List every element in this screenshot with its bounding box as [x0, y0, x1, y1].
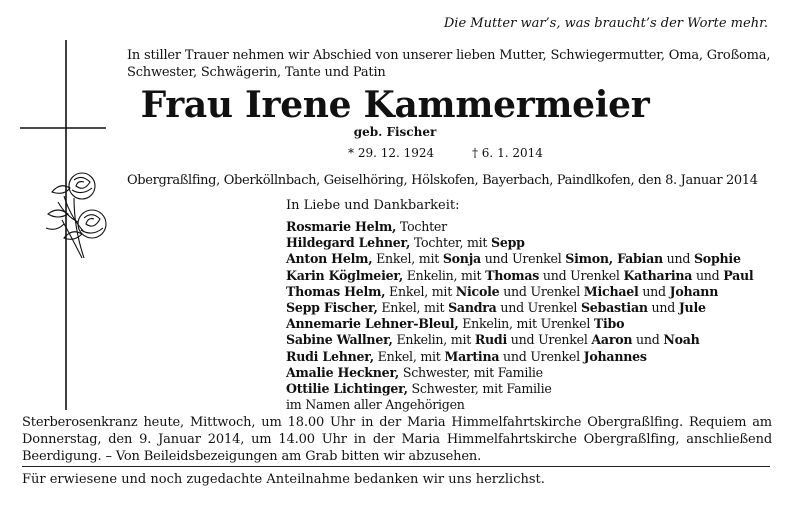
mourner-text: und	[638, 283, 670, 299]
mourner-name: Tibo	[593, 316, 625, 332]
mourner-line	[286, 284, 753, 300]
mourner-line	[286, 397, 753, 413]
mourner-line	[286, 316, 753, 332]
mourner-name: Anton Helm,	[286, 251, 373, 267]
mourner-text: Enkel, mit	[372, 251, 443, 267]
mourner-line	[286, 349, 753, 365]
mourner-text: und Urenkel	[507, 332, 592, 348]
mourner-line	[286, 381, 753, 397]
mourner-text: und Urenkel	[496, 300, 581, 316]
mourner-text: und Urenkel	[499, 283, 584, 299]
mourner-text: Schwester, mit Familie	[399, 364, 543, 380]
mourner-text: Enkelin, mit Urenkel	[458, 316, 594, 332]
mourner-name: Thomas	[485, 267, 540, 283]
mourner-line	[286, 219, 753, 235]
mourner-name: Sandra	[448, 300, 497, 316]
mourner-text: und	[647, 300, 679, 316]
mourner-name: Aaron	[591, 332, 633, 348]
mourner-line	[286, 332, 753, 348]
mourner-text: und	[662, 251, 694, 267]
mourner-name: Katharina	[623, 267, 693, 283]
birth-name: geb. Fischer	[353, 125, 437, 139]
mourner-name: Hildegard Lehner,	[286, 235, 411, 251]
mourner-text: und Urenkel	[499, 348, 584, 364]
motto: Die Mutter war’s, was braucht’s der Worte mehr.	[443, 16, 768, 31]
mourner-name: Thomas Helm,	[286, 283, 386, 299]
mourner-text: Tochter, mit	[410, 235, 491, 251]
mourner-name: Sophie	[693, 251, 741, 267]
mourner-text: Enkel, mit	[373, 348, 445, 364]
mourner-name: Rudi	[474, 332, 508, 348]
life-dates	[348, 146, 543, 160]
mourner-text: Enkel, mit	[385, 283, 456, 299]
roses-icon	[34, 168, 114, 268]
mourner-line	[286, 235, 753, 251]
mourner-name: Sepp	[491, 235, 525, 251]
mourner-text: Tochter	[396, 219, 447, 234]
closing-text: Für erwiesene und noch zugedachte Anteilnahme bedanken wir uns herzlichst.	[22, 472, 545, 487]
divider	[22, 466, 770, 467]
mourner-name: Sepp Fischer,	[286, 300, 378, 316]
mourner-name: Amalie Heckner,	[286, 364, 400, 380]
mourner-name: Karin Köglmeier,	[286, 267, 403, 283]
mourner-name: Sebastian	[580, 300, 648, 316]
mourner-text: und	[692, 267, 724, 283]
mourner-name: Michael	[583, 283, 639, 299]
mourner-name: Rosmarie Helm,	[286, 219, 397, 234]
mourner-name: Johannes	[583, 348, 647, 364]
mourner-line	[286, 251, 753, 267]
mourner-name: Rudi Lehner,	[286, 348, 374, 364]
mourner-name: Nicole	[455, 283, 500, 299]
service-notice: Sterberosenkranz heute, Mittwoch, um 18.00 Uhr in der Maria Himmelfahrtskirche Obergraßlfing. Requiem am Donnerstag, den 9. Januar 2014, um 14.00 Uhr in der Maria Himmelfahrtskirche Obergraßlfing, anschließend Beerdigung. – Von Beileidsbezeigungen am Grab bitten wir abzusehen.	[22, 415, 772, 464]
intro-text: In stiller Trauer nehmen wir Abschied von unserer lieben Mutter, Schwiegermutter, Oma, Großoma, Schwester, Schwägerin, Tante und Patin	[127, 48, 771, 80]
mourner-name: Johann	[669, 283, 719, 299]
mourner-name: Annemarie Lehner-Bleul,	[286, 316, 459, 332]
mourner-text: Enkelin, mit	[402, 267, 486, 283]
mourner-name: Simon, Fabian	[565, 251, 663, 267]
mourner-text: Enkelin, mit	[392, 332, 475, 348]
death-date: † 6. 1. 2014	[471, 146, 543, 160]
mourner-name: Ottilie Lichtinger,	[286, 381, 408, 397]
mourners-list	[286, 219, 753, 413]
mourner-name: Noah	[663, 332, 700, 348]
deceased-name: Frau Irene Kammermeier	[140, 84, 650, 126]
mourner-line	[286, 300, 753, 316]
mourner-name: Martina	[444, 348, 500, 364]
mourner-text: und Urenkel	[480, 251, 566, 267]
mourner-text: und	[632, 332, 664, 348]
mourner-text: im Namen aller Angehörigen	[286, 397, 465, 413]
mourner-line	[286, 365, 753, 381]
mourner-text: Enkel, mit	[377, 300, 449, 316]
mourner-line	[286, 268, 753, 284]
thanks-title: In Liebe und Dankbarkeit:	[286, 198, 460, 213]
mourner-name: Sabine Wallner,	[286, 332, 393, 348]
mourner-name: Sonja	[442, 251, 481, 267]
mourner-name: Paul	[723, 267, 754, 283]
places-and-date: Obergraßlfing, Oberköllnbach, Geiselhöring, Hölskofen, Bayerbach, Paindlkofen, den 8. Januar 2014	[127, 173, 758, 188]
mourner-text: Schwester, mit Familie	[407, 381, 552, 397]
mourner-name: Jule	[678, 300, 706, 316]
birth-date: * 29. 12. 1924	[348, 146, 435, 160]
mourner-text: und Urenkel	[539, 267, 624, 283]
